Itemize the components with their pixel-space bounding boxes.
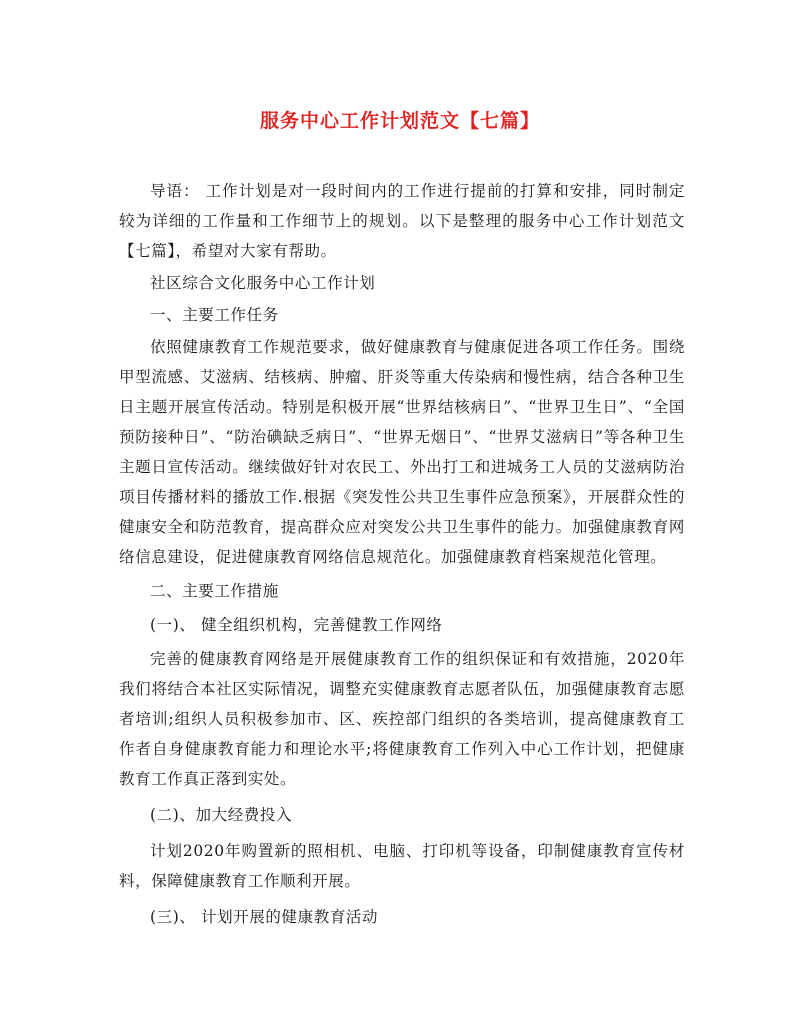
organization-paragraph: 完善的健康教育网络是开展健康教育工作的组织保证和有效措施，2020年我们将结合本社区实际情况，调整充实健康教育志愿者队伍，加强健康教育志愿者培训;组织人员积极参加市、区、疾控部门组织的各类培训，提高健康教育工作者自身健康教育能力和理论水平;将健康教育工作列入中心工作计划，把健康教育工作真正落到实处。 bbox=[119, 650, 685, 788]
section-heading-community-plan: 社区综合文化服务中心工作计划 bbox=[150, 274, 376, 292]
document-title: 服务中心工作计划范文【七篇】 bbox=[259, 110, 540, 132]
section-heading-main-tasks: 一、主要工作任务 bbox=[150, 306, 279, 324]
subheading-organization: (一)、 健全组织机构，完善健教工作网络 bbox=[150, 616, 443, 634]
section-heading-main-measures: 二、主要工作措施 bbox=[150, 582, 279, 600]
main-tasks-paragraph: 依照健康教育工作规范要求，做好健康教育与健康促进各项工作任务。围绕甲型流感、艾滋病、结核病、肿瘤、肝炎等重大传染病和慢性病，结合各种卫生日主题开展宣传活动。特别是积极开展“世界结核病日”、“世界卫生日”、“全国预防接种日”、“防治碘缺乏病日”、“世界无烟日”、“世界艾滋病日”等各种卫生主题日宣传活动。继续做好针对农民工、外出打工和进城务工人员的艾滋病防治项目传播材料的播放工作.根据《突发性公共卫生事件应急预案》，开展群众性的健康安全和防范教育，提高群众应对突发公共卫生事件的能力。加强健康教育网络信息建设，促进健康教育网络信息规范化。加强健康教育档案规范化管理。 bbox=[119, 338, 685, 566]
subheading-funding: (二)、加大经费投入 bbox=[150, 806, 293, 824]
funding-paragraph: 计划2020年购置新的照相机、电脑、打印机等设备，印制健康教育宣传材料，保障健康教育工作顺利开展。 bbox=[119, 842, 685, 890]
document-body bbox=[119, 176, 685, 932]
subheading-activities: (三)、 计划开展的健康教育活动 bbox=[150, 908, 379, 926]
intro-paragraph: 导语： 工作计划是对一段时间内的工作进行提前的打算和安排，同时制定较为详细的工作量和工作细节上的规划。以下是整理的服务中心工作计划范文【七篇】，希望对大家有帮助。 bbox=[119, 182, 685, 260]
